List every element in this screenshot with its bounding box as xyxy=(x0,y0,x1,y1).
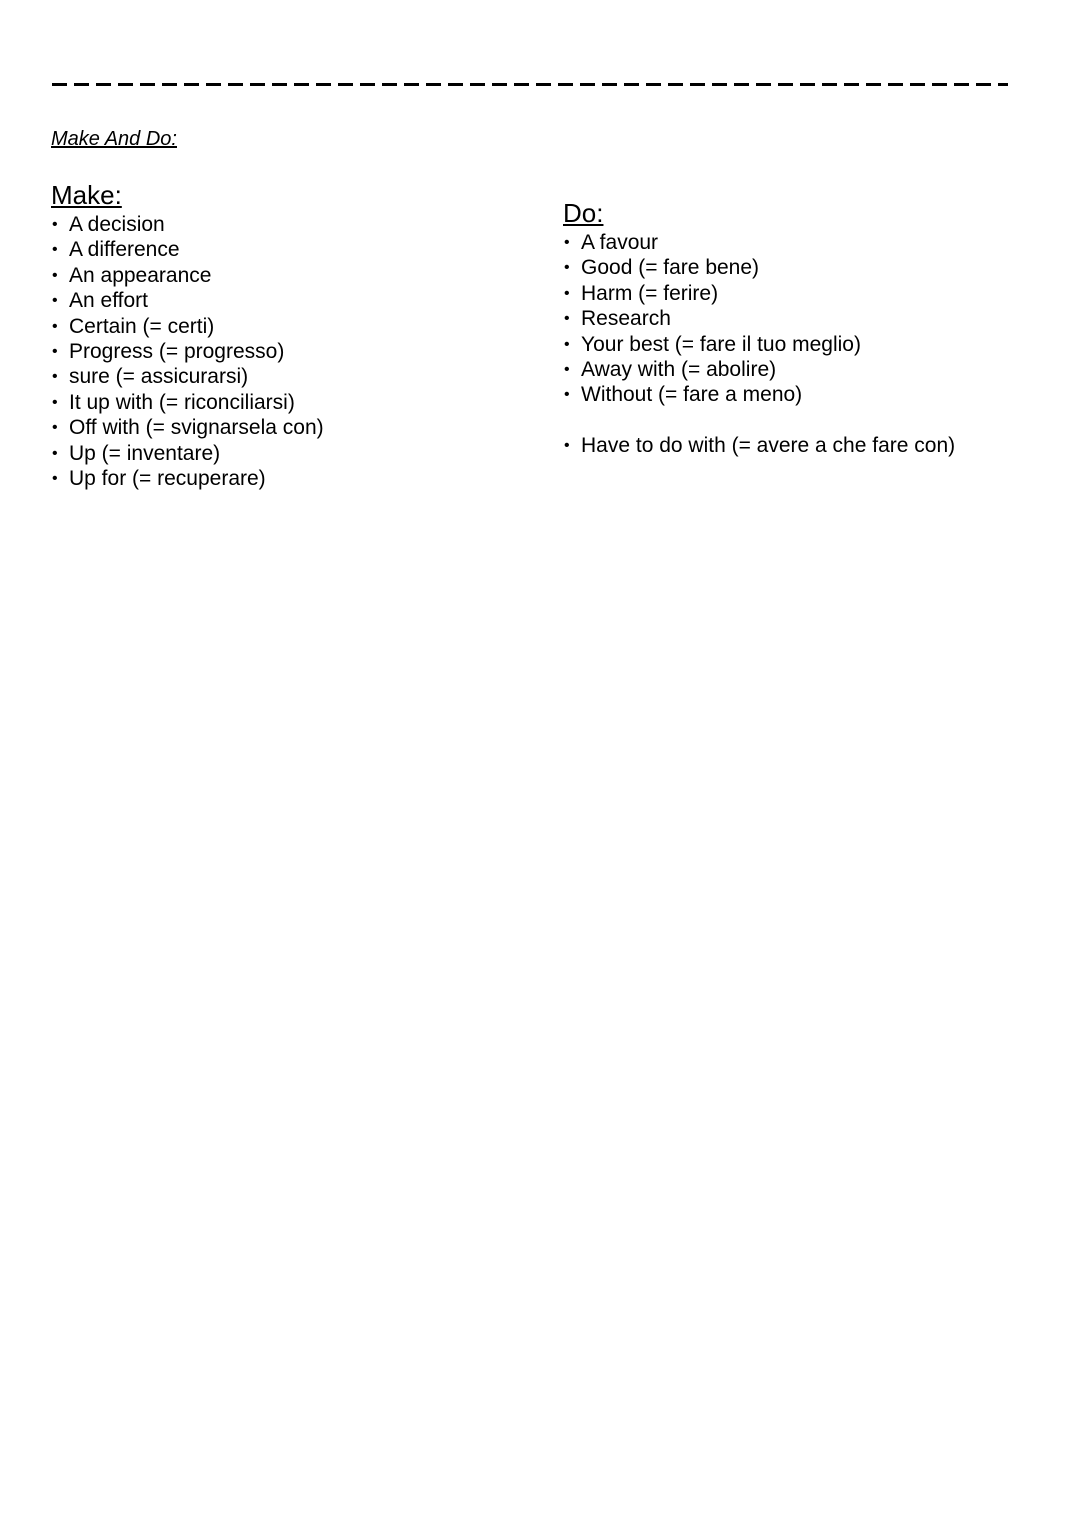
list-item: • Research xyxy=(563,306,955,331)
list-item: • A difference xyxy=(51,237,324,262)
list-item: • Without (= fare a meno) xyxy=(563,382,955,407)
make-heading: Make: xyxy=(51,180,122,210)
list-item: • An appearance xyxy=(51,263,324,288)
list-item: • Up (= inventare) xyxy=(51,441,324,466)
do-heading: Do: xyxy=(563,198,604,228)
make-list xyxy=(51,212,324,491)
list-item: • sure (= assicurarsi) xyxy=(51,364,324,389)
list-item: • A decision xyxy=(51,212,324,237)
do-column xyxy=(563,198,955,459)
list-item: • Progress (= progresso) xyxy=(51,339,324,364)
list-item: • Good (= fare bene) xyxy=(563,255,955,280)
list-item: • A favour xyxy=(563,230,955,255)
make-column xyxy=(51,180,324,491)
list-item: • Up for (= recuperare) xyxy=(51,466,324,491)
do-list xyxy=(563,230,955,459)
section-title: Make And Do: xyxy=(51,128,177,150)
list-item: • Away with (= abolire) xyxy=(563,357,955,382)
list-item: • An effort xyxy=(51,288,324,313)
list-item: • It up with (= riconciliarsi) xyxy=(51,390,324,415)
list-item: • Certain (= certi) xyxy=(51,314,324,339)
list-item: • Your best (= fare il tuo meglio) xyxy=(563,332,955,357)
list-item: • Have to do with (= avere a che fare con) xyxy=(563,433,955,458)
list-item: • Off with (= svignarsela con) xyxy=(51,415,324,440)
dashed-divider xyxy=(52,83,1008,86)
list-item: • Harm (= ferire) xyxy=(563,281,955,306)
